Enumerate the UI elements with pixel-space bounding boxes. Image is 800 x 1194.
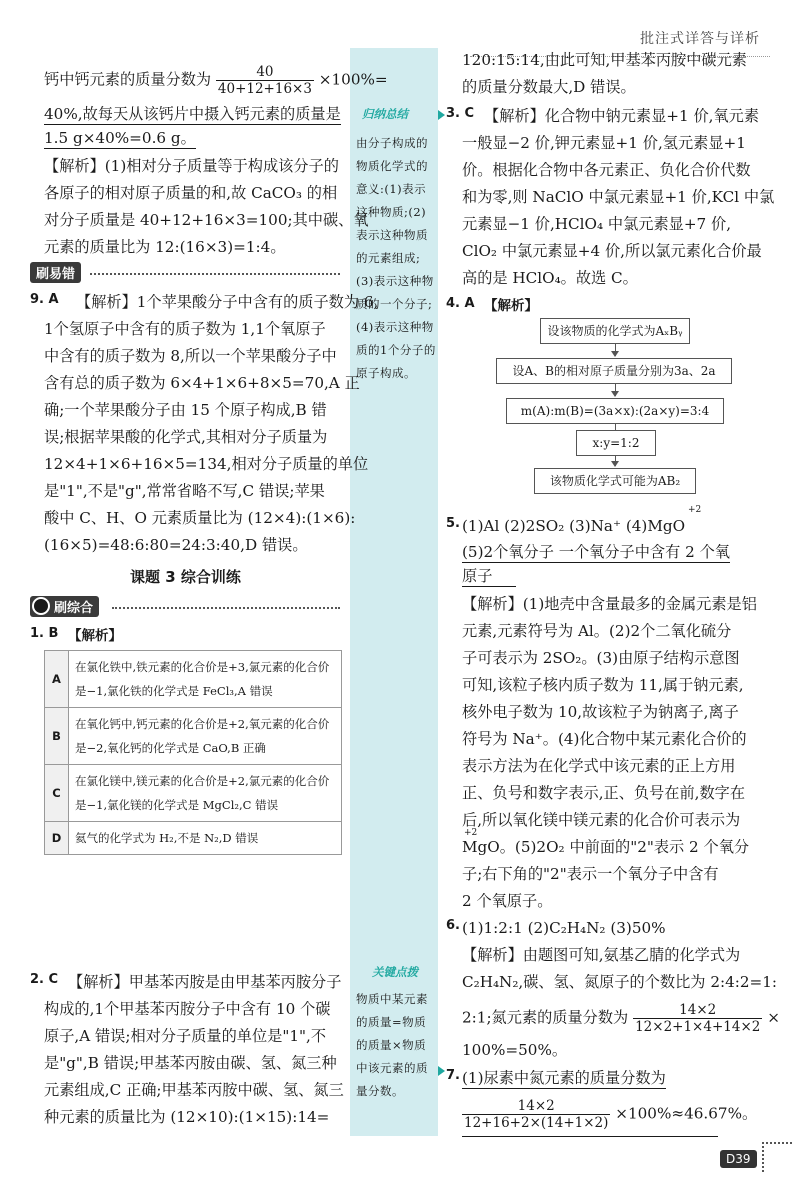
text-line: 的质量分数最大,D 错误。 (462, 78, 636, 96)
text-line: 表示方法为在化学式中该元素的正上方用 (462, 757, 736, 775)
text-line: 100%=50%。 (462, 1041, 568, 1059)
question-number: 4. A (446, 296, 475, 311)
flowchart-step: m(A):m(B)=(3a×x):(2a×y)=3:4 (506, 398, 724, 424)
text-line: 元素组成,C 正确;甲基苯丙胺中碳、氢、氮三 (44, 1081, 344, 1099)
text-line: 构成的,1个甲基苯丙胺分子中含有 10 个碳 (44, 1000, 331, 1018)
question-number: 3. C (446, 106, 475, 121)
sidebar-text-keypoint: 物质中某元素的质量=物质的质量×物质中该元素的质量分数。 (356, 992, 428, 1098)
answer-line: 原子 (462, 566, 516, 587)
section-divider (112, 607, 340, 609)
arrow-down-icon (615, 384, 616, 396)
answer-line: (1)尿素中氮元素的质量分数为 (462, 1069, 666, 1087)
arrow-down-icon (615, 344, 616, 356)
flowchart-step: 该物质化学式可能为AB₂ (534, 468, 696, 494)
sidebar-title-keypoint: 关键点拨 (372, 965, 418, 979)
question-number: 5. (446, 516, 460, 531)
table-row (45, 822, 342, 855)
flowchart-step: 设A、B的相对原子质量分别为3a、2a (496, 358, 732, 384)
text-line: 酸中 C、H、O 元素质量比为 (12×4):(1×6): (44, 509, 356, 527)
text-line: C₂H₄N₂,碳、氢、氮原子的个数比为 2:4:2=1: (462, 973, 778, 991)
text-line: 【解析】由题图可知,氨基乙腈的化学式为 (462, 946, 741, 964)
table-row (45, 708, 342, 765)
page-number: D39 (720, 1150, 757, 1168)
question-number: 7. (446, 1068, 460, 1083)
text-line: 是"1",不是"g",常常省略不写,C 错误;苹果 (44, 482, 325, 500)
text-line: 中含有的质子数为 8,所以一个苹果酸分子中 (44, 347, 337, 365)
text-line: (16×5)=48:6:80=24:3:40,D 错误。 (44, 536, 308, 554)
option-label: D (45, 822, 69, 855)
text-line: 1.5 g×40%=0.6 g。 (44, 129, 196, 147)
text-line: 对分子质量是 40+12+16×3=100;其中碳、氧 (44, 211, 369, 229)
text-line: 元素显−1 价,HClO₄ 中氯元素显+7 价, (462, 215, 732, 233)
table-row (45, 651, 342, 708)
text-line: 1个氢原子中含有的质子数为 1,1个氧原子 (44, 320, 326, 338)
text-line: 可知,该粒子核内质子数为 11,属于钠元素, (462, 676, 744, 694)
topic-heading: 课题 3 综合训练 (130, 568, 241, 586)
analysis-tag: 【解析】 (484, 298, 538, 314)
text-line: 元素的质量比为 12:(16×3)=1:4。 (44, 238, 286, 256)
option-text: 在氯化铁中,铁元素的化合价是+3,氯元素的化合价是−1,氯化铁的化学式是 FeCl₃,A 错误 (69, 651, 342, 708)
pointer-arrow-icon (438, 1066, 445, 1076)
text-line: 一般显−2 价,钾元素显+1 价,氢元素显+1 (462, 134, 746, 152)
text-line: 符号为 Na⁺。(4)化合物中某元素化合价的 (462, 730, 747, 748)
arrow-down-icon (615, 456, 616, 466)
text-line: 是"g",B 错误;甲基苯丙胺由碳、氢、氮三种 (44, 1054, 337, 1072)
text-line: 和为零,则 NaClO 中氯元素显+1 价,KCl 中氯 (462, 188, 775, 206)
text-line: 确;一个苹果酸分子由 15 个原子构成,B 错 (44, 401, 327, 419)
options-table (44, 650, 342, 855)
text-line: 【解析】1个苹果酸分子中含有的质子数为 6, (76, 293, 379, 311)
text-line: 价。根据化合物中各元素正、负化合价代数 (462, 161, 751, 179)
option-text: 在氧化钙中,钙元素的化合价是+2,氧元素的化合价是−2,氧化钙的化学式是 CaO,B 正确 (69, 708, 342, 765)
text-line: 含有总的质子数为 6×4+1×6+8×5=70,A 正 (44, 374, 360, 392)
answer-line: (1)Al (2)2SO₂ (3)Na⁺ (4)MgO (462, 517, 686, 535)
text-line: 种元素的质量比为 (12×10):(1×15):14= (44, 1108, 330, 1126)
option-text: 在氯化镁中,镁元素的化合价是+2,氯元素的化合价是−1,氯化镁的化学式是 MgCl₂,C 错误 (69, 765, 342, 822)
text-line: 120:15:14,由此可知,甲基苯丙胺中碳元素 (462, 51, 747, 69)
text-line: 后,所以氧化镁中镁元素的化合价可表示为 (462, 811, 741, 829)
section-badge-comprehensive: 刷综合 (30, 596, 99, 617)
answer-line: (5)2个氧分子 一个氧分子中含有 2 个氧 (462, 543, 730, 561)
question-number: 2. C (30, 972, 59, 987)
valence-superscript: +2 (688, 505, 702, 515)
section-badge-mistakes: 刷易错 (30, 262, 81, 283)
option-label: B (45, 708, 69, 765)
calc-line: 2:1;氮元素的质量分数为 $\frac{14\times 2}{12\times 2+1\times 4+14\times 2}$ × (462, 1002, 780, 1035)
text-line: MgO。(5)2O₂ 中前面的"2"表示 2 个氧分 (462, 838, 750, 856)
answer-underline (462, 1136, 718, 1137)
valence-superscript: +2 (464, 828, 478, 838)
text-line: 【解析】甲基苯丙胺是由甲基苯丙胺分子 (68, 973, 342, 991)
pencil-icon (32, 597, 50, 615)
option-text: 氦气的化学式为 H₂,不是 N₂,D 错误 (69, 822, 342, 855)
question-number: 1. B (30, 626, 59, 641)
page-header-title: 批注式详答与详析 (640, 31, 760, 47)
section-divider (90, 273, 340, 275)
option-label: C (45, 765, 69, 822)
flowchart-step: 设该物质的化学式为AₓBᵧ (540, 318, 690, 344)
answer-line: (1)1:2:1 (2)C₂H₄N₂ (3)50% (462, 919, 666, 937)
pointer-arrow-icon (438, 110, 445, 120)
text-line: 原子,A 错误;相对分子质量的单位是"1",不 (44, 1027, 327, 1045)
sidebar-title-summary: 归纳总结 (362, 107, 408, 121)
calc-line: $\frac{14\times 2}{12+16+2\times(14+1\times 2)}$ ×100%≈46.67%。 (464, 1098, 758, 1131)
question-number: 9. A (30, 292, 59, 307)
text-line: 子;右下角的"2"表示一个氧分子中含有 (462, 865, 719, 883)
question-number: 6. (446, 918, 460, 933)
calc-line-1: 钙中钙元素的质量分数为 $\frac{40}{40+12+16\times 3}$ ×100%= (44, 64, 388, 97)
text-line: 【解析】(1)地壳中含量最多的金属元素是铝 (462, 595, 757, 613)
text-line: 【解析】(1)相对分子质量等于构成该分子的 (44, 157, 339, 175)
text-line: 各原子的相对原子质量的和,故 CaCO₃ 的相 (44, 184, 338, 202)
text-line: 40%,故每天从该钙片中摄入钙元素的质量是 (44, 105, 341, 123)
text-line: 元素,元素符号为 Al。(2)2个二氧化硫分 (462, 622, 732, 640)
text-line: 子可表示为 2SO₂。(3)由原子结构示意图 (462, 649, 740, 667)
table-row (45, 765, 342, 822)
option-label: A (45, 651, 69, 708)
analysis-tag: 【解析】 (68, 628, 122, 644)
text-line: 【解析】化合物中钠元素显+1 价,氧元素 (484, 107, 760, 125)
text-line: 误;根据苹果酸的化学式,其相对分子质量为 (44, 428, 328, 446)
flowchart-step: x:y=1:2 (576, 430, 656, 456)
text-line: 12×4+1×6+16×5=134,相对分子质量的单位 (44, 455, 369, 473)
corner-decoration (762, 1142, 792, 1172)
text-line: 2 个氧原子。 (462, 892, 553, 910)
text-line: ClO₂ 中氯元素显+4 价,所以氯元素化合价最 (462, 242, 762, 260)
sidebar-text-summary: 由分子构成的物质化学式的意义:(1)表示这种物质;(2)表示这种物质的元素组成;(3)表示这种物质的一个分子;(4)表示这种物质的1个分子的原子构成。 (356, 136, 436, 380)
text-line: 核外电子数为 10,故该粒子为钠离子,离子 (462, 703, 739, 721)
text-line: 正、负号和数字表示,正、负号在前,数字在 (462, 784, 746, 802)
text-line: 高的是 HClO₄。故选 C。 (462, 269, 638, 287)
